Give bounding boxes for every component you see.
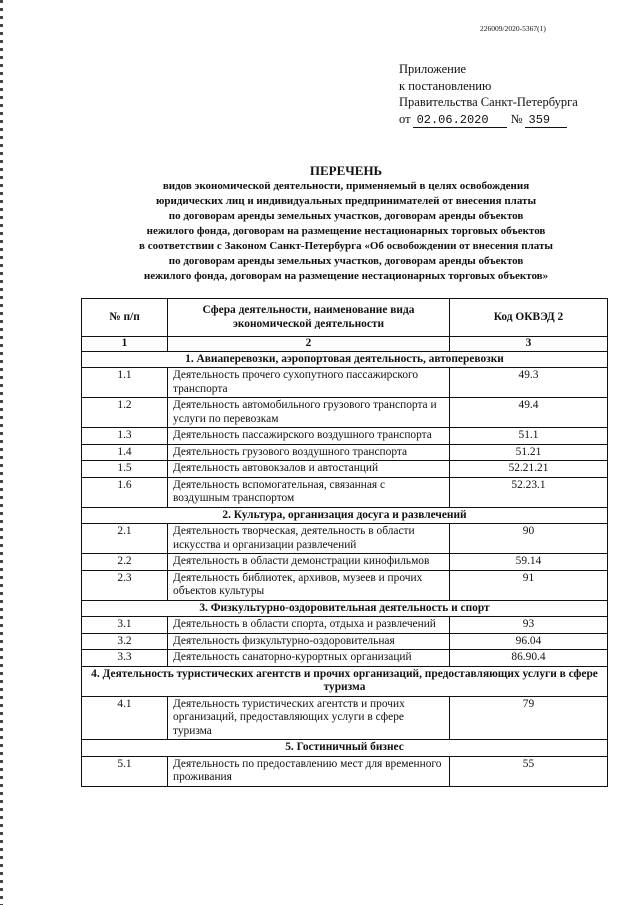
section-title: 4. Деятельность туристических агентств и прочих организаций, предоставляющих услуги в сфере туризма	[82, 666, 608, 696]
row-okved-code: 59.14	[450, 554, 608, 571]
table-row	[82, 428, 608, 445]
section-row	[82, 507, 608, 524]
row-activity-name: Деятельность автомобильного грузового транспорта и услуги по перевозкам	[168, 398, 450, 428]
table-row	[82, 554, 608, 571]
number-label: №	[510, 111, 523, 126]
title-line: по договорам аренды земельных участков, договорам аренды объектов	[168, 210, 524, 222]
section-row	[82, 740, 608, 757]
section-row	[82, 351, 608, 368]
section-title: 2. Культура, организация досуга и развлечений	[82, 507, 608, 524]
row-okved-code: 51.1	[450, 428, 608, 445]
row-activity-name: Деятельность грузового воздушного транспорта	[168, 444, 450, 461]
title-line: в соответствии с Законом Санкт-Петербурга «Об освобождении от внесения платы	[139, 240, 553, 252]
row-okved-code: 90	[450, 524, 608, 554]
row-activity-name: Деятельность в области демонстрации кинофильмов	[168, 554, 450, 571]
row-activity-name: Деятельность физкультурно-оздоровительная	[168, 633, 450, 650]
row-number: 2.3	[82, 570, 168, 600]
section-row	[82, 666, 608, 696]
row-activity-name: Деятельность санаторно-курортных организаций	[168, 650, 450, 667]
row-okved-code: 52.21.21	[450, 461, 608, 478]
title-line: нежилого фонда, договорам на размещение нестационарных торговых объектов	[146, 225, 546, 237]
row-number: 3.2	[82, 633, 168, 650]
row-activity-name: Деятельность по предоставлению мест для временного проживания	[168, 756, 450, 786]
section-title: 5. Гостиничный бизнес	[82, 740, 608, 757]
table-row	[82, 444, 608, 461]
table-row	[82, 477, 608, 507]
title-line: видов экономической деятельности, применяемый в целях освобождения	[162, 180, 530, 192]
index-cell: 2	[168, 337, 450, 352]
row-okved-code: 51.21	[450, 444, 608, 461]
header-num: № п/п	[82, 299, 168, 337]
row-activity-name: Деятельность пассажирского воздушного транспорта	[168, 428, 450, 445]
from-label: от	[399, 111, 411, 126]
index-cell: 1	[82, 337, 168, 352]
table-row	[82, 617, 608, 634]
row-okved-code: 93	[450, 617, 608, 634]
row-activity-name: Деятельность библиотек, архивов, музеев и прочих объектов культуры	[168, 570, 450, 600]
table-row	[82, 756, 608, 786]
row-activity-name: Деятельность в области спорта, отдыха и развлечений	[168, 617, 450, 634]
table-row	[82, 398, 608, 428]
activities-table	[81, 298, 608, 787]
row-activity-name: Деятельность туристических агентств и прочих организаций, предоставляющих услуги в сфере туризма	[168, 696, 450, 740]
resolution-date: 02.06.2020	[413, 114, 507, 128]
row-number: 2.1	[82, 524, 168, 554]
table-header-row	[82, 299, 608, 337]
document-title	[60, 163, 632, 284]
row-number: 1.5	[82, 461, 168, 478]
row-number: 3.1	[82, 617, 168, 634]
row-okved-code: 49.3	[450, 368, 608, 398]
index-row	[82, 337, 608, 352]
row-activity-name: Деятельность автовокзалов и автостанций	[168, 461, 450, 478]
index-cell: 3	[450, 337, 608, 352]
section-row	[82, 600, 608, 617]
row-okved-code: 91	[450, 570, 608, 600]
row-okved-code: 52.23.1	[450, 477, 608, 507]
row-number: 1.1	[82, 368, 168, 398]
table-row	[82, 461, 608, 478]
table-row	[82, 696, 608, 740]
table-row	[82, 650, 608, 667]
scan-edge	[0, 0, 3, 905]
title-line: юридических лиц и индивидуальных предпринимателей от внесения платы	[155, 195, 537, 207]
row-number: 1.3	[82, 428, 168, 445]
row-number: 3.3	[82, 650, 168, 667]
title-heading: ПЕРЕЧЕНЬ	[309, 163, 383, 178]
table-row	[82, 633, 608, 650]
row-activity-name: Деятельность творческая, деятельность в области искусства и организации развлечений	[168, 524, 450, 554]
table-row	[82, 524, 608, 554]
header-sphere: Сфера деятельности, наименование вида экономической деятельности	[168, 299, 450, 337]
row-number: 1.2	[82, 398, 168, 428]
table-row	[82, 570, 608, 600]
row-okved-code: 79	[450, 696, 608, 740]
section-title: 3. Физкультурно-оздоровительная деятельность и спорт	[82, 600, 608, 617]
row-okved-code: 55	[450, 756, 608, 786]
table-row	[82, 368, 608, 398]
appendix-line-2: к постановлению	[399, 78, 492, 93]
section-title: 1. Авиаперевозки, аэропортовая деятельность, автоперевозки	[82, 351, 608, 368]
row-number: 1.4	[82, 444, 168, 461]
row-number: 2.2	[82, 554, 168, 571]
row-number: 1.6	[82, 477, 168, 507]
appendix-line-1: Приложение	[399, 62, 467, 76]
row-okved-code: 49.4	[450, 398, 608, 428]
resolution-number: 359	[525, 114, 567, 128]
row-activity-name: Деятельность вспомогательная, связанная с воздушным транспортом	[168, 477, 450, 507]
title-line: по договорам аренды земельных участков, договорам аренды объектов	[168, 255, 524, 267]
row-number: 4.1	[82, 696, 168, 740]
row-okved-code: 86.90.4	[450, 650, 608, 667]
row-okved-code: 96.04	[450, 633, 608, 650]
appendix-signature-line	[399, 111, 578, 128]
header-code: Код ОКВЭД 2	[450, 299, 608, 337]
appendix-block	[399, 61, 578, 128]
row-activity-name: Деятельность прочего сухопутного пассажирского транспорта	[168, 368, 450, 398]
document-number: 226009/2020-5367(1)	[480, 24, 546, 33]
row-number: 5.1	[82, 756, 168, 786]
appendix-line-3: Правительства Санкт-Петербурга	[399, 95, 578, 109]
title-line: нежилого фонда, договорам на размещение нестационарных торговых объектов»	[143, 270, 549, 282]
